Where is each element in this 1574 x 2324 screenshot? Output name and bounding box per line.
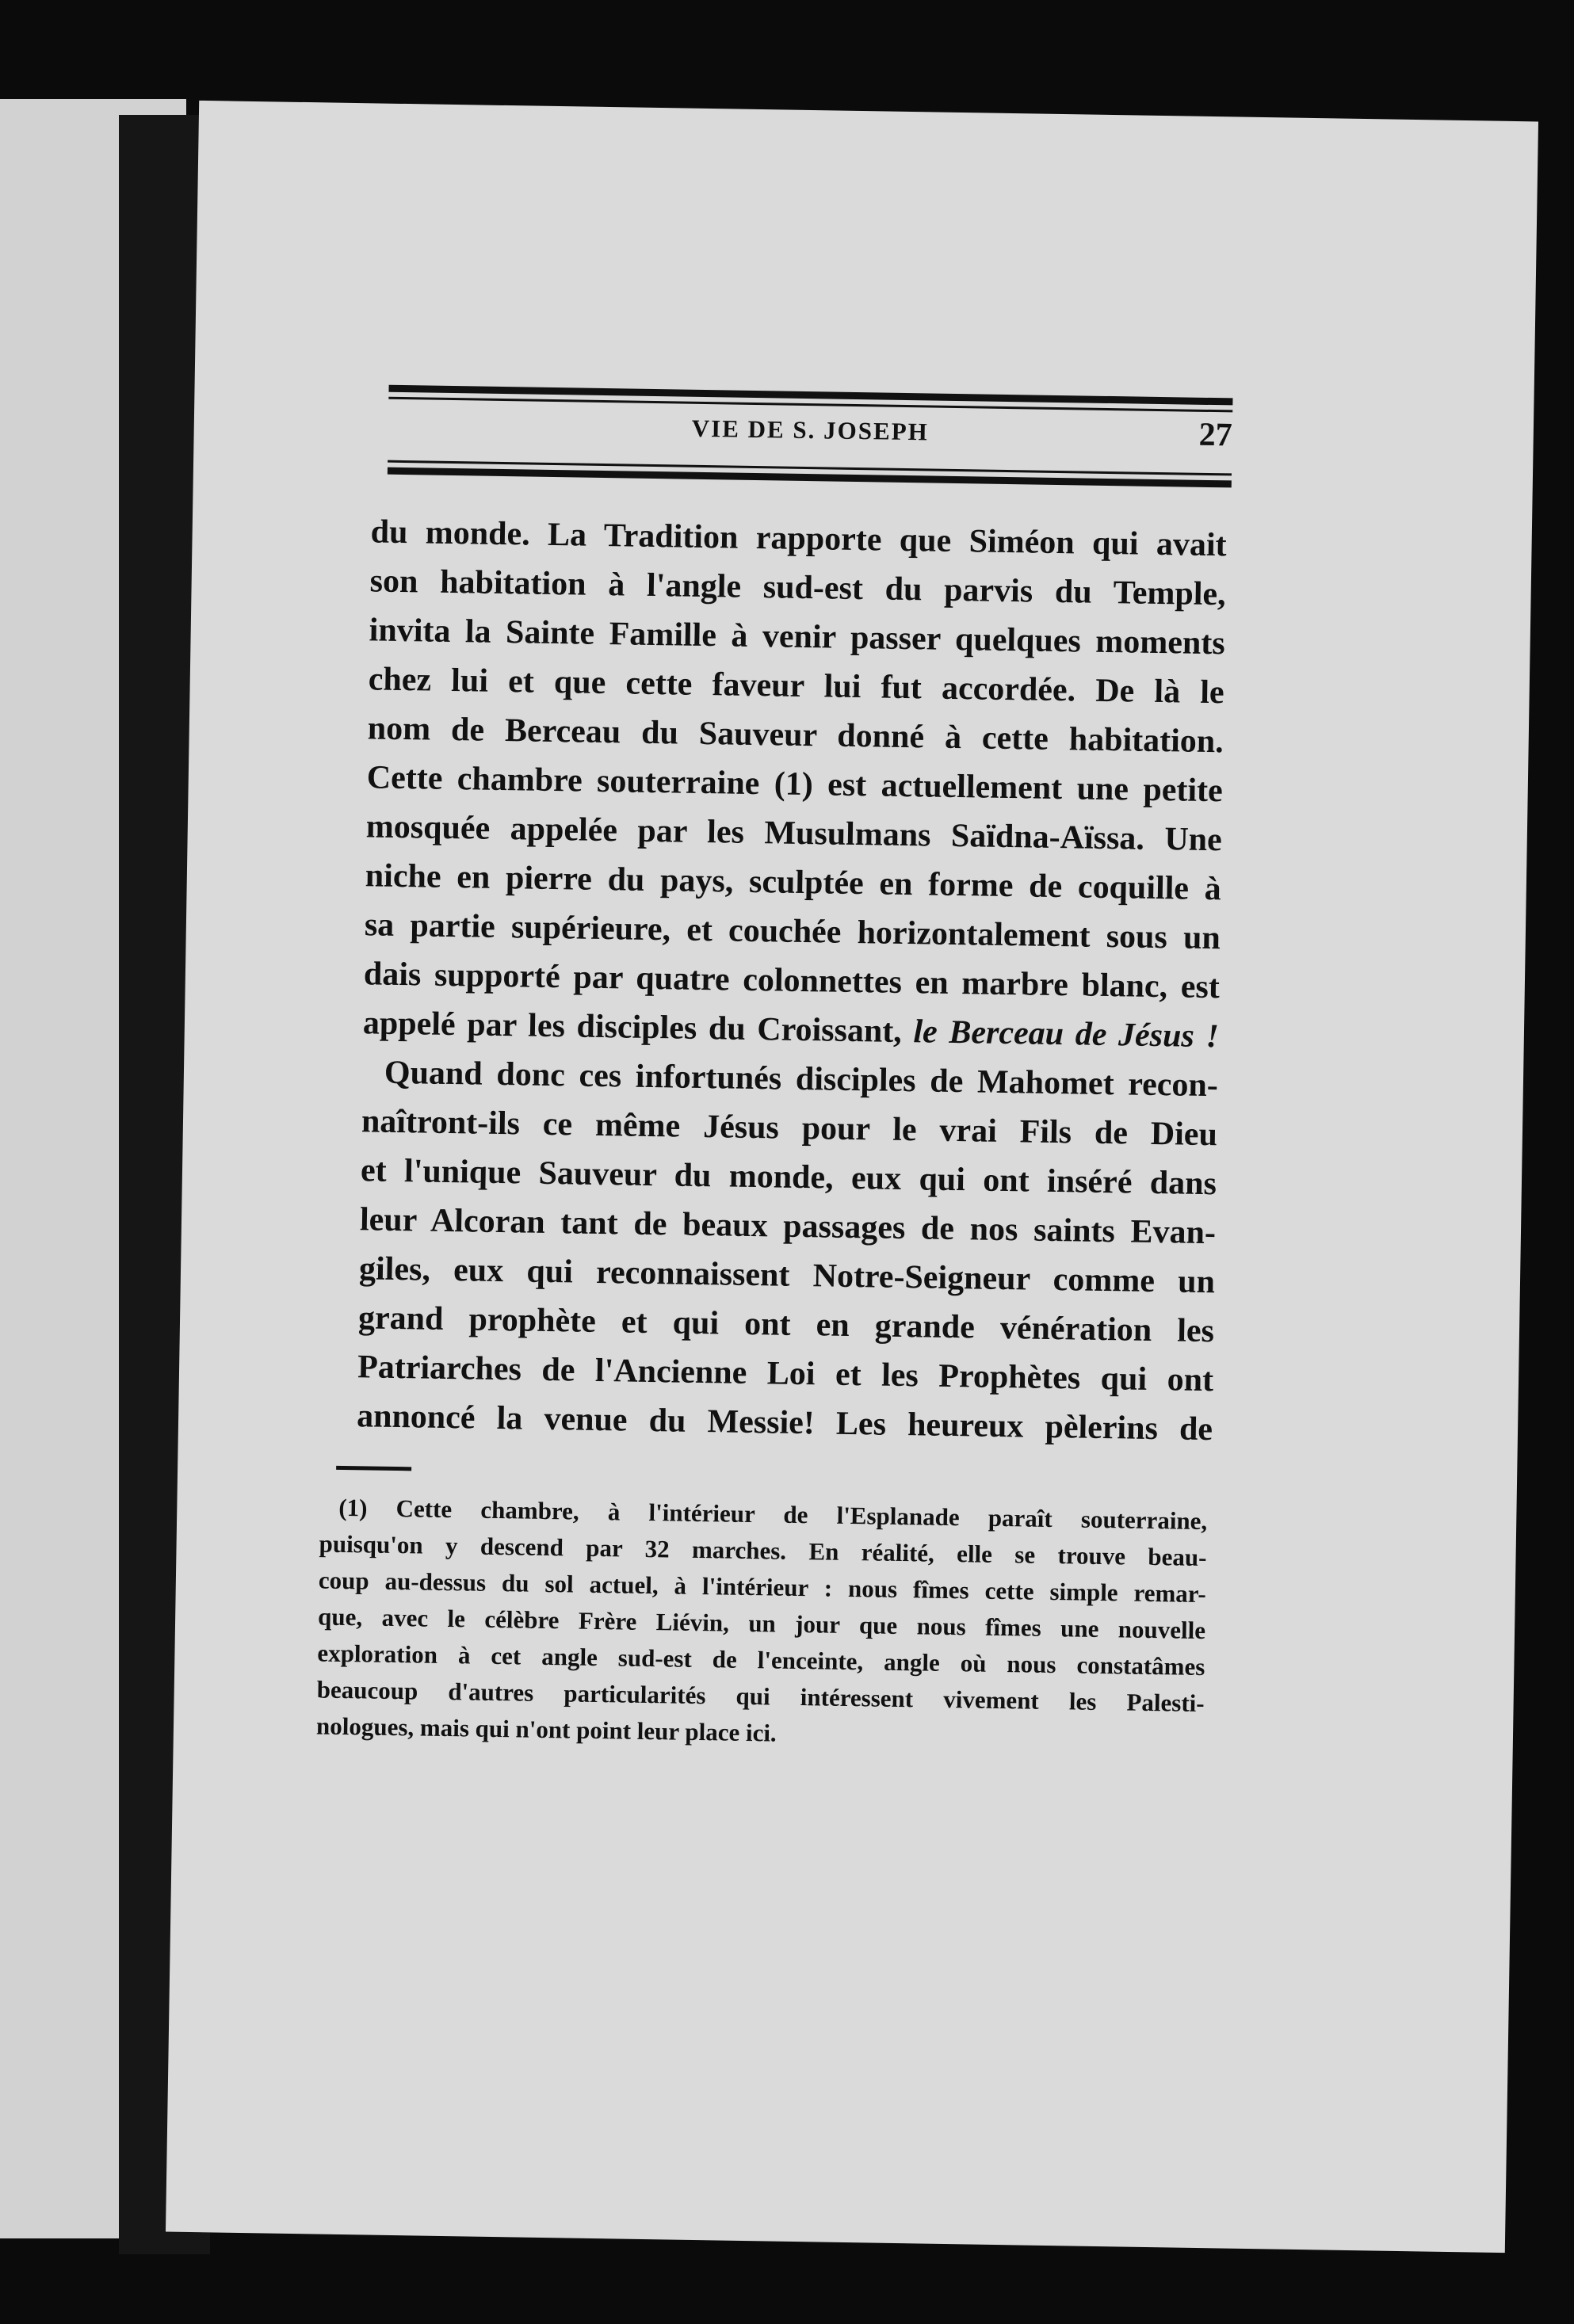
text-line: grand prophète et qui ont en grande vénération les <box>357 1299 1215 1350</box>
running-head <box>388 403 1232 464</box>
text-line: giles, eux qui reconnaissent Notre-Seigneur comme un <box>358 1250 1216 1301</box>
header-rule-bottom <box>388 460 1232 488</box>
text-line: du monde. La Tradition rapporte que Siméon qui avait <box>370 513 1227 564</box>
text-line: nom de Berceau du Sauveur donné à cette habitation. <box>367 710 1224 761</box>
text-line: chez lui et que cette faveur lui fut accordée. De là le <box>368 661 1225 712</box>
text-line: Patriarches de l'Ancienne Loi et les Prophètes qui ont <box>357 1349 1214 1399</box>
text-line: invita la Sainte Famille à venir passer quelques moments <box>369 612 1225 662</box>
page-number: 27 <box>1198 416 1233 454</box>
text-line: son habitation à l'angle sud-est du parvis du Temple, <box>369 563 1226 613</box>
footnote-line: nologues, mais qui n'ont point leur place ici. <box>315 1712 777 1747</box>
text-line: Quand donc ces infortunés disciples de Mahomet recon- <box>384 1054 1219 1105</box>
footnote-line: exploration à cet angle sud-est de l'enceinte, angle où nous constatâmes <box>317 1639 1205 1681</box>
footnote-separator <box>336 1466 411 1471</box>
main-text <box>357 507 1227 1454</box>
text-line: niche en pierre du pays, sculptée en forme de coquille à <box>365 857 1222 908</box>
italic-phrase: le Berceau de Jésus ! <box>913 1013 1220 1055</box>
running-title: VIE DE S. JOSEPH <box>691 414 930 446</box>
text-line: annoncé la venue du Messie! Les heureux pèlerins de <box>356 1398 1213 1448</box>
text-line: mosquée appelée par les Musulmans Saïdna-Aïssa. Une <box>365 808 1223 859</box>
book-page <box>166 101 1538 2253</box>
text-line: leur Alcoran tant de beaux passages de nos saints Evan- <box>359 1201 1217 1252</box>
text-line: Cette chambre souterraine (1) est actuellement une petite <box>366 759 1224 810</box>
text-line: et l'unique Sauveur du monde, eux qui ont inséré dans <box>360 1152 1217 1203</box>
footnote <box>316 1490 1208 1759</box>
footnote-line: (1) Cette chambre, à l'intérieur de l'Esplanade paraît souterraine, <box>338 1493 1208 1536</box>
footnote-line: coup au-dessus du sol actuel, à l'intérieur : nous fîmes cette simple remar- <box>318 1566 1207 1608</box>
text-line: sa partie supérieure, et couchée horizontalement sous un <box>364 906 1221 957</box>
footnote-line: que, avec le célèbre Frère Liévin, un jour que nous fîmes une nouvelle <box>317 1602 1206 1645</box>
text-segment: appelé par les disciples du Croissant, <box>362 1005 903 1050</box>
text-line: dais supporté par quatre colonnettes en marbre blanc, est <box>363 956 1221 1006</box>
footnote-line: beaucoup d'autres particularités qui intéressent vivement les Palesti- <box>316 1675 1205 1718</box>
text-line: naîtront-ils ce même Jésus pour le vrai Fils de Dieu <box>361 1103 1218 1154</box>
footnote-line: puisqu'on y descend par 32 marches. En réalité, elle se trouve beau- <box>319 1529 1207 1572</box>
